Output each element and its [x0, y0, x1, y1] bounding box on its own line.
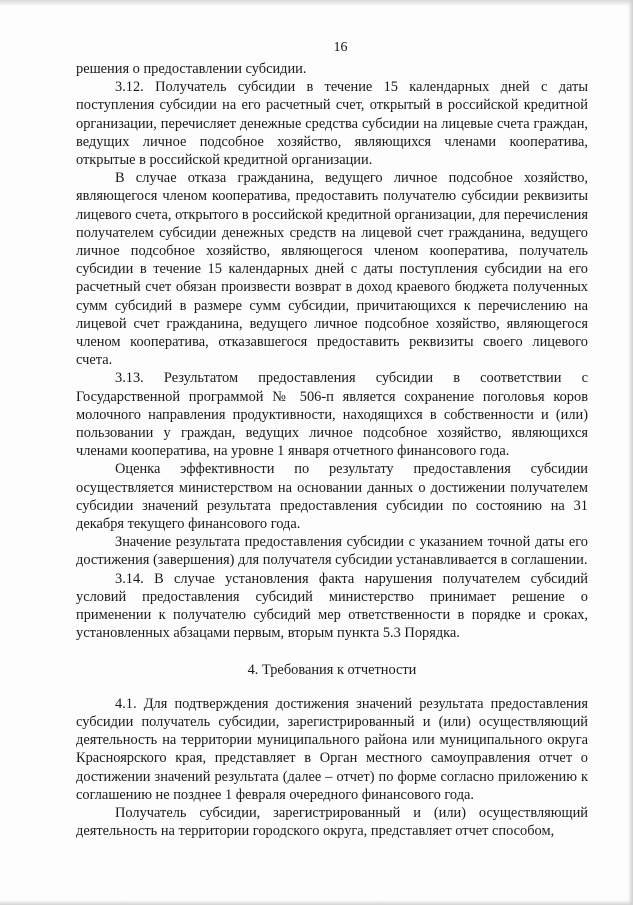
paragraph-3-12: 3.12. Получатель субсидии в течение 15 календарных дней с даты поступления субсидии на его расчетный счет, открытый в российской кредитной организации, перечисляет денежные средства субсидии на лицевые счета граждан, ведущих личное подсобное хозяйство, являющихся членами кооператива, открытые в российской кредитной организации.: [76, 79, 588, 169]
paragraph-continuation: решения о предоставлении субсидии.: [76, 61, 307, 77]
page-number: 16: [333, 40, 348, 55]
scan-edge-right: [628, 0, 633, 905]
document-body: [76, 60, 588, 840]
section-heading: 4. Требования к отчетности: [247, 661, 417, 678]
paragraph-3-14: 3.14. В случае установления факта нарушения получателем субсидий условий предоставления субсидий министерство принимает решение о применении к получателю субсидий мер ответственности в порядке и сроках, установленных абзацами первым, вторым пункта 5.3 Порядка.: [76, 570, 588, 642]
scan-edge-top: [0, 0, 633, 6]
paragraph-3-13: 3.13. Результатом предоставления субсидии в соответствии с Государственной программой № 506-п является сохранение поголовья коров молочного направления продуктивности, находящихся в собственности и (или) пользовании у граждан, ведущих личное подсобное хозяйство, являющихся членами кооператива, на уровне 1 января отчетного финансового года.: [76, 370, 588, 460]
scan-edge-bottom: [0, 900, 633, 905]
paragraph-4-1: 4.1. Для подтверждения достижения значений результата предоставления субсидии получатель субсидии, зарегистрированный и (или) осуществляющий деятельность на территории муниципального района или муниципального округа Красноярского края, представляет в Орган местного самоуправления отчет о достижении значений результата (далее – отчет) по форме согласно приложению к соглашению не позднее 1 февраля очередного финансового года.: [76, 695, 588, 803]
paragraph-4-1-city-district: Получатель субсидии, зарегистрированный и (или) осуществляющий деятельность на территории городского округа, представляет отчет способом,: [76, 804, 588, 840]
paragraph-3-13-result-value: Значение результата предоставления субсидии с указанием точной даты его достижения (завершения) для получателя субсидии устанавливается в соглашении.: [76, 534, 588, 569]
paragraph-3-12-refusal: В случае отказа гражданина, ведущего личное подсобное хозяйство, являющегося членом кооператива, предоставить получателю субсидии реквизиты лицевого счета, открытого в российской кредитной организации, для перечисления получателем субсидии денежных средств на лицевой счет гражданина, ведущего личное подсобное хозяйство, являющегося членом кооператива, получатель субсидии в течение 15 календарных дней с даты поступления субсидии на его расчетный счет обязан произвести возврат в доход краевого бюджета полученных сумм субсидий в размере сумм субсидии, причитающихся к перечислению на лицевой счет гражданина, ведущего личное подсобное хозяйство, являющегося членом кооператива, отказавшегося предоставить реквизиты своего лицевого счета.: [76, 170, 588, 369]
paragraph-3-13-evaluation: Оценка эффективности по результату предоставления субсидии осуществляется министерством на основании данных о достижении получателем субсидии значений результата предоставления субсидии по состоянию на 31 декабря текущего финансового года.: [76, 461, 588, 533]
